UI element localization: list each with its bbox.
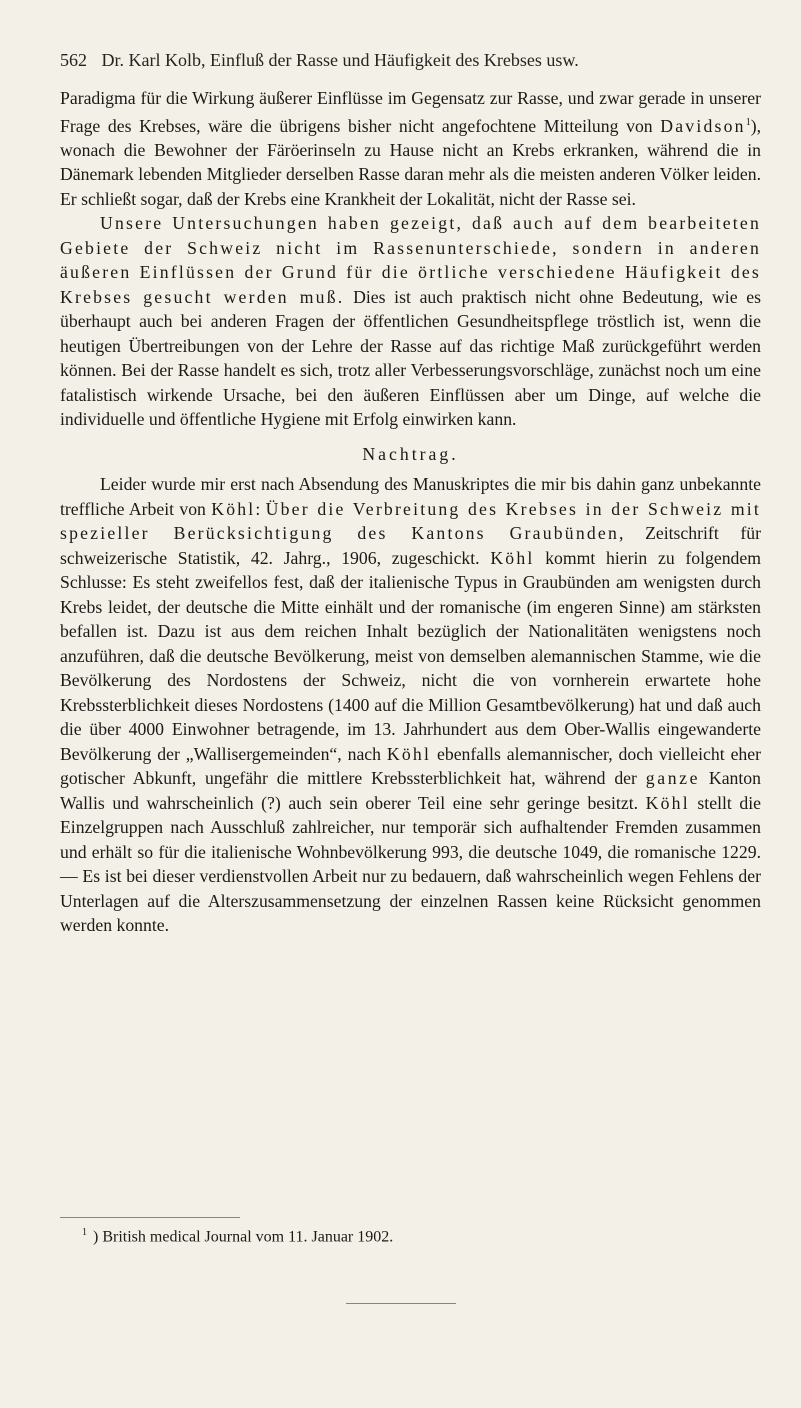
paragraph-2-text: Dies ist auch praktisch nicht ohne Bedeutung, wie es überhaupt auch bei anderen Fragen der öffentlichen Gesundheitspflege tröstlich ist, wenn die heutigen Übertreibungen von der Lehre der Rasse auf das richtige Maß zurückgeführt werden können. Bei der Rasse handelt es sich, trotz aller Verbesserungsvorschläge, zunächst noch um eine fatalistisch wirkende Ursache, bei den äußeren Einflüssen aber um Dinge, auf welche die individuelle und öffentliche Hygiene mit Erfolg einwirken kann. bbox=[60, 286, 761, 430]
running-title: Dr. Karl Kolb, Einfluß der Rasse und Häufigkeit des Krebses usw. bbox=[101, 50, 579, 70]
author-name-koehl: Köhl bbox=[386, 743, 432, 764]
paragraph-3-text: Kanton Wallis und wahrscheinlich (?) auch sein oberer Teil eine sehr geringe besitzt. bbox=[60, 768, 761, 813]
main-text bbox=[60, 86, 761, 938]
footnote-text: ) British medical Journal vom 11. Januar 1902. bbox=[93, 1228, 394, 1246]
bottom-divider bbox=[346, 1303, 456, 1304]
colon: : bbox=[255, 498, 266, 519]
paragraph-3-text: Leider wurde mir erst nach Absendung des Manuskriptes die mir bis dahin ganz unbekannte treffliche Arbeit von bbox=[60, 474, 761, 519]
section-title: Nachtrag. bbox=[362, 443, 459, 464]
emphasized-word: ganze bbox=[645, 768, 701, 789]
footnote bbox=[82, 1222, 393, 1248]
citation-details: , Zeitschrift für schweizerische Statistik, 42. Jahrg., 1906, zugeschickt. bbox=[60, 523, 761, 568]
paragraph-1 bbox=[60, 86, 761, 211]
paragraph-1-text: Paradigma für die Wirkung äußerer Einflüsse im Gegensatz zur Rasse, und zwar gerade in unserer Frage des Krebses, wäre die übrigens bisher nicht angefochtene Mitteilung von bbox=[60, 88, 761, 136]
running-header bbox=[60, 48, 760, 72]
page-number: 562 bbox=[60, 50, 87, 70]
footnote-marker: 1 bbox=[82, 1227, 87, 1238]
author-name-davidson: Davidson bbox=[660, 115, 746, 136]
paragraph-3-text: stellt die Einzelgruppen nach Ausschluß zahlreicher, nur temporär sich aufhaltender Fremden zusammen und erhält so für die italienische Wohnbevölkerung 993, die deutsche 1049, die romanische 1229. — Es ist bei dieser verdienstvollen Arbeit nur zu bedauern, daß wahrscheinlich wegen Fehlens der Unterlagen auf die Alterszusammensetzung der einzelnen Rassen keine Rücksicht genommen werden konnte. bbox=[60, 792, 762, 936]
paragraph-1-text-continued: ), wonach die Bewohner der Färöerinseln zu Hause nicht an Krebs erkranken, während die in Dänemark lebenden Mitglieder derselben Rasse daran mehr als die meisten anderen Völker leiden. Er schließt sogar, daß der Krebs eine Krankheit der Lokalität, nicht der Rasse sei. bbox=[60, 115, 761, 209]
author-name-koehl: Köhl bbox=[645, 792, 690, 813]
paragraph-3-text: ebenfalls alemannischer, doch vielleicht eher gotischer Abkunft, ungefähr die mittlere Krebssterblichkeit hat, während der bbox=[60, 743, 762, 789]
author-name-koehl: Köhl bbox=[211, 498, 256, 519]
emphasized-conclusion: Unsere Untersuchungen haben gezeigt, daß auch auf dem bearbeiteten Gebiete der Schweiz nicht im Rassenunterschiede, sondern in anderen äußeren Einflüssen der Grund für die örtliche verschiedene Häufigkeit des Krebses gesucht werden muß. bbox=[60, 213, 761, 307]
paragraph-2 bbox=[60, 211, 761, 432]
footnote-divider bbox=[60, 1217, 240, 1218]
author-name-koehl: Köhl bbox=[490, 547, 535, 568]
footnote-reference: 1 bbox=[745, 116, 751, 128]
cited-work-title: Über die Verbreitung des Krebses in der Schweiz mit spezieller Berücksichtigung des Kantons Graubünden bbox=[60, 498, 762, 544]
paragraph-3 bbox=[60, 472, 761, 938]
paragraph-3-text: kommt hierin zu folgendem Schlusse: Es steht zweifellos fest, daß der italienische Typus in Graubünden am wenigsten durch Krebs leidet, der deutsche die Mitte einhält und der romanische (im engeren Sinne) am stärksten befallen ist. Dazu ist aus dem reichen Inhalt bezüglich der Nationalitäten wenigstens noch anzuführen, daß die deutsche Bevölkerung, meist von demselben alemannischen Stamme, wie die Bevölkerung des Nordostens der Schweiz, nicht die von vornherein erwartete hohe Krebssterblichkeit dieses Nordostens (1400 auf die Million Gesamtbevölkerung) hat und daß auch die über 4000 Einwohner betragende, im 13. Jahrhundert aus dem Ober-Wallis eingewanderte Bevölkerung der „Wallisergemeinden“, nach bbox=[60, 547, 762, 764]
